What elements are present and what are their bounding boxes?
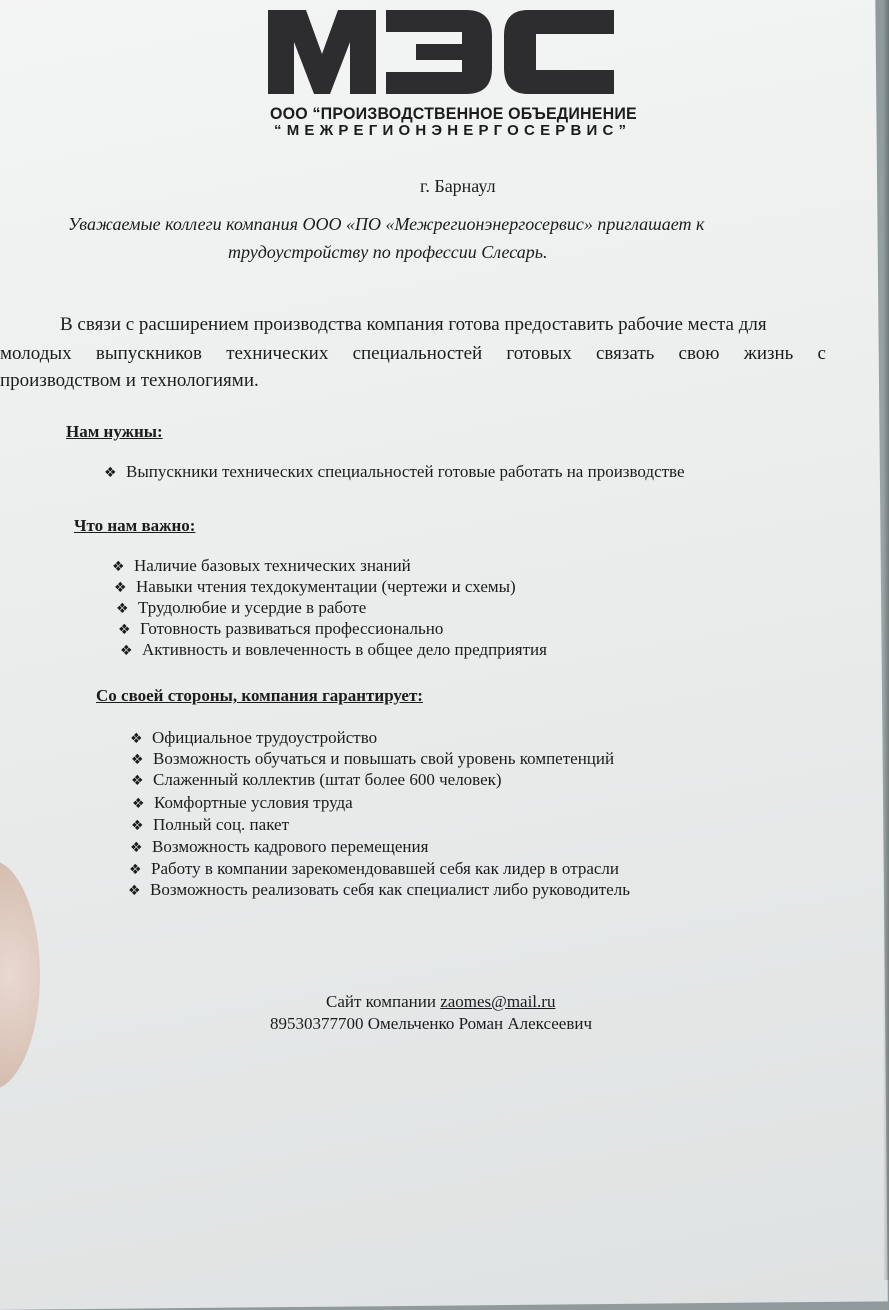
diamond-bullet-icon: ❖ [130,840,143,856]
diamond-bullet-icon: ❖ [130,731,143,747]
heading-important: Что нам важно: [74,516,196,535]
diamond-bullet-icon: ❖ [132,796,145,812]
list-item-text: Выпускники технических специальностей готовые работать на производстве [126,462,685,481]
list-item-text: Полный соц. пакет [153,815,289,834]
list-item-text: Работу в компании зарекомендовавшей себя как лидер в отрасли [151,859,619,878]
heading-need: Нам нужны: [66,422,163,441]
list-item [131,770,502,790]
list-item [114,577,516,597]
list-item-text: Возможность реализовать себя как специалист либо руководитель [150,880,630,899]
list-item-text: Готовность развиваться профессионально [140,619,444,638]
contact-site [326,992,555,1012]
logo-company-name: “МЕЖРЕГИОНЭНЕРГОСЕРВИС” [274,122,632,139]
diamond-bullet-icon: ❖ [128,883,141,899]
list-item [120,640,547,660]
list-item-text: Наличие базовых технических знаний [134,556,411,575]
list-item [131,815,289,835]
diamond-bullet-icon: ❖ [104,465,117,481]
list-item [128,880,630,900]
diamond-bullet-icon: ❖ [131,752,144,768]
diamond-bullet-icon: ❖ [114,580,127,596]
list-item-text: Официальное трудоустройство [152,728,378,747]
list-item-text: Слаженный коллектив (штат более 600 человек) [153,770,502,789]
list-item-text: Трудолюбие и усердие в работе [138,598,367,617]
diamond-bullet-icon: ❖ [120,643,133,659]
diamond-bullet-icon: ❖ [116,601,129,617]
list-item [130,837,428,857]
list-item [118,619,443,639]
site-label: Сайт компании [326,992,436,1011]
paragraph-line-3: производством и технологиями. [0,370,259,391]
paragraph-line-2: молодых выпускников технических специальностей готовых связать свою жизнь с [0,343,826,364]
diamond-bullet-icon: ❖ [131,773,144,789]
heading-guarantee: Со своей стороны, компания гарантирует: [96,686,423,705]
list-item [104,462,685,482]
diamond-bullet-icon: ❖ [129,862,142,878]
company-logo [266,6,616,96]
paragraph-line-1: В связи с расширением производства компания готова предоставить рабочие места для [60,314,767,335]
list-item [131,749,614,769]
intro-line-2: трудоустройству по профессии Слесарь. [228,242,548,262]
email-link[interactable]: zaomes@mail.ru [440,992,556,1011]
list-item-text: Возможность кадрового перемещения [152,837,429,856]
logo-company-line: ООО “ПРОИЗВОДСТВЕННОЕ ОБЪЕДИНЕНИЕ [270,104,637,123]
diamond-bullet-icon: ❖ [131,818,144,834]
list-item-text: Возможность обучаться и повышать свой уровень компетенций [153,749,615,768]
list-item-text: Комфортные условия труда [154,793,353,812]
list-item-text: Навыки чтения техдокументации (чертежи и схемы) [136,577,516,596]
paper-edge-shadow [883,0,889,1280]
list-item [112,556,411,576]
contact-phone: 89530377700 Омельченко Роман Алексеевич [270,1014,593,1033]
intro-line-1: Уважаемые коллеги компания ООО «ПО «Межрегионэнергосервис» приглашает к [68,214,705,234]
list-item [132,793,353,813]
list-item [130,728,377,748]
diamond-bullet-icon: ❖ [118,622,131,638]
list-item [129,859,619,879]
list-item [116,598,366,618]
city: г. Барнаул [420,176,496,196]
list-item-text: Активность и вовлеченность в общее дело предприятия [142,640,547,659]
diamond-bullet-icon: ❖ [112,559,125,575]
